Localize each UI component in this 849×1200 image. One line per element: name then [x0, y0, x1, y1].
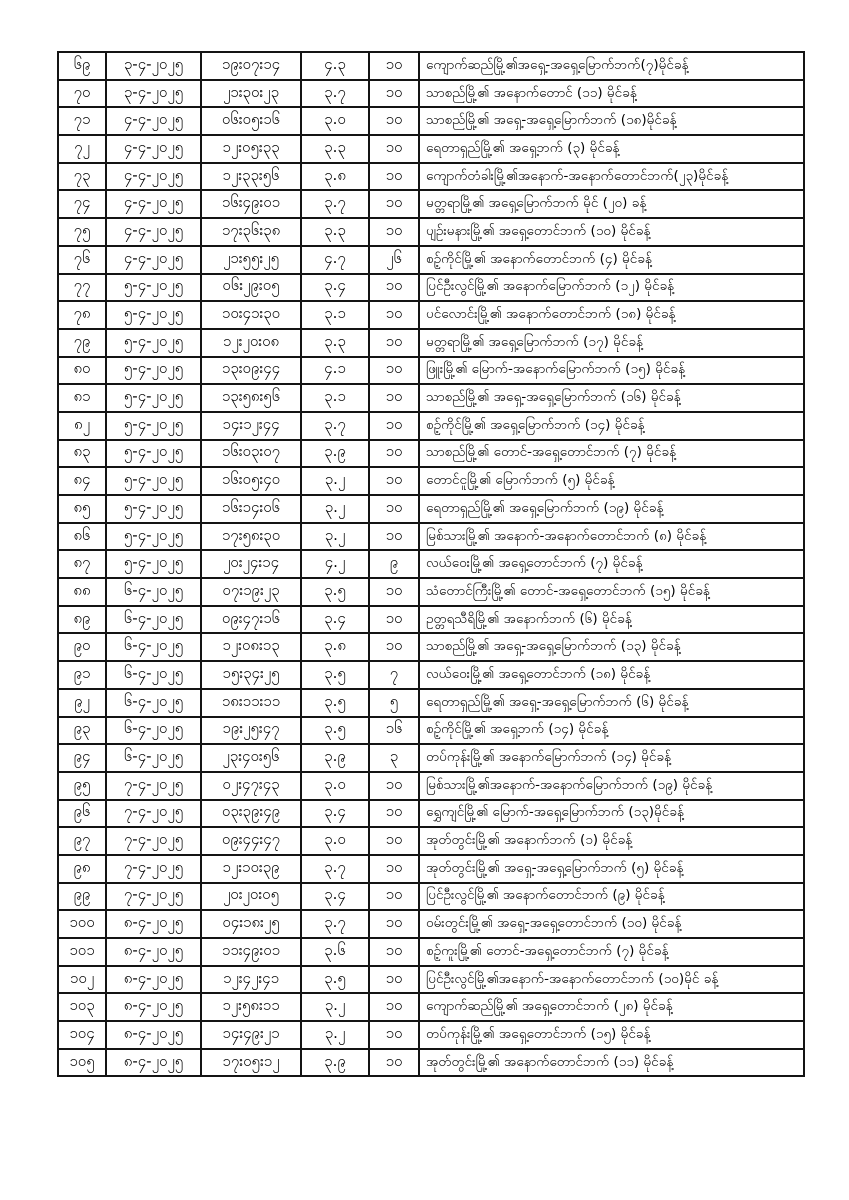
time-cell: ၀၉း၄၇း၁၆ — [201, 606, 301, 634]
sequence-number-cell: ၈၂ — [58, 412, 106, 440]
time-cell: ၂၁း၅၅း၂၅ — [201, 246, 301, 274]
depth-cell: ၁၀ — [369, 633, 419, 661]
depth-cell: ၁၀ — [369, 938, 419, 966]
magnitude-cell: ၃.၈ — [301, 163, 369, 191]
location-cell: အုတ်တွင်းမြို့၏ အနောက်ဘက် (၁) မိုင်ခန့် — [419, 827, 804, 855]
location-cell: ပြင်ဦးလွင်မြို့၏ အနောက်မြောက်ဘက် (၁၂) မိုင်ခန့် — [419, 274, 804, 302]
date-cell: ၆-၄-၂၀၂၅ — [106, 606, 201, 634]
date-cell: ၆-၄-၂၀၂၅ — [106, 689, 201, 717]
depth-cell: ၁၀ — [369, 52, 419, 80]
time-cell: ၁၂း၂၀း၀၈ — [201, 329, 301, 357]
table-row — [58, 80, 804, 108]
depth-cell: ၁၀ — [369, 772, 419, 800]
sequence-number-cell: ၈၉ — [58, 606, 106, 634]
time-cell: ၁၀း၄၁း၃၀ — [201, 301, 301, 329]
time-cell: ၀၉း၄၄း၄၇ — [201, 827, 301, 855]
date-cell: ၇-၄-၂၀၂၅ — [106, 827, 201, 855]
sequence-number-cell: ၉၉ — [58, 883, 106, 911]
table-row — [58, 218, 804, 246]
time-cell: ၁၂း၄၂း၄၁ — [201, 966, 301, 994]
depth-cell: ၅ — [369, 689, 419, 717]
magnitude-cell: ၃.၁ — [301, 384, 369, 412]
magnitude-cell: ၃.၄ — [301, 883, 369, 911]
magnitude-cell: ၃.၄ — [301, 274, 369, 302]
magnitude-cell: ၃.၅ — [301, 966, 369, 994]
date-cell: ၆-၄-၂၀၂၅ — [106, 717, 201, 745]
table-row — [58, 107, 804, 135]
table-row — [58, 689, 804, 717]
time-cell: ၁၂း၀၅း၃၃ — [201, 135, 301, 163]
magnitude-cell: ၃.၀ — [301, 772, 369, 800]
sequence-number-cell: ၈၀ — [58, 357, 106, 385]
location-cell: ကျောက်ဆည်မြို့၏ အရှေ့တောင်ဘက် (၂၈) မိုင်ခန့် — [419, 993, 804, 1021]
sequence-number-cell: ၇၅ — [58, 218, 106, 246]
location-cell: ရေတာရှည်မြို့၏ အရှေ့ဘက် (၃) မိုင်ခန့် — [419, 135, 804, 163]
location-cell: ကျောက်ဆည်မြို့၏အရှေ့-အရှေ့မြောက်ဘက်(၇)မိုင်ခန့် — [419, 52, 804, 80]
location-cell: မတ္တရာမြို့၏ အရှေ့မြောက်ဘက် (၁၇) မိုင်ခန့် — [419, 329, 804, 357]
date-cell: ၅-၄-၂၀၂၅ — [106, 523, 201, 551]
depth-cell: ၁၆ — [369, 717, 419, 745]
time-cell: ၁၆း၄၉း၀၁ — [201, 190, 301, 218]
date-cell: ၈-၄-၂၀၂၅ — [106, 910, 201, 938]
date-cell: ၇-၄-၂၀၂၅ — [106, 855, 201, 883]
time-cell: ၂၀း၂၀း၀၅ — [201, 883, 301, 911]
location-cell: စဉ့်ကိုင်မြို့၏ အနောက်တောင်ဘက် (၄) မိုင်ခန့် — [419, 246, 804, 274]
table-row — [58, 495, 804, 523]
date-cell: ၇-၄-၂၀၂၅ — [106, 800, 201, 828]
sequence-number-cell: ၇၄ — [58, 190, 106, 218]
location-cell: သံတောင်ကြီးမြို့၏ တောင်-အရှေ့တောင်ဘက် (၁၅) မိုင်ခန့် — [419, 578, 804, 606]
date-cell: ၆-၄-၂၀၂၅ — [106, 661, 201, 689]
depth-cell: ၁၀ — [369, 440, 419, 468]
sequence-number-cell: ၉၁ — [58, 661, 106, 689]
location-cell: ရွှေကျင်မြို့၏ မြောက်-အရှေ့မြောက်ဘက် (၁၃)မိုင်ခန့် — [419, 800, 804, 828]
magnitude-cell: ၃.၀ — [301, 107, 369, 135]
table-row — [58, 772, 804, 800]
time-cell: ၂၀း၂၄း၁၄ — [201, 550, 301, 578]
time-cell: ၁၁း၄၉း၀၁ — [201, 938, 301, 966]
date-cell: ၇-၄-၂၀၂၅ — [106, 772, 201, 800]
depth-cell: ၁၀ — [369, 329, 419, 357]
depth-cell: ၁၀ — [369, 163, 419, 191]
sequence-number-cell: ၈၈ — [58, 578, 106, 606]
magnitude-cell: ၃.၂ — [301, 467, 369, 495]
depth-cell: ၁၀ — [369, 910, 419, 938]
magnitude-cell: ၃.၂ — [301, 523, 369, 551]
time-cell: ၁၇း၀၅း၁၂ — [201, 1049, 301, 1077]
date-cell: ၄-၄-၂၀၂၅ — [106, 107, 201, 135]
location-cell: ရေတာရှည်မြို့၏ အရှေ့မြောက်ဘက် (၁၉) မိုင်ခန့် — [419, 495, 804, 523]
date-cell: ၈-၄-၂၀၂၅ — [106, 938, 201, 966]
location-cell: တောင်ငူမြို့၏ မြောက်ဘက် (၅) မိုင်ခန့် — [419, 467, 804, 495]
location-cell: ပြင်ဦးလွင်မြို့၏အနောက်-အနောက်တောင်ဘက် (၁၀)မိုင် ခန့် — [419, 966, 804, 994]
table-row — [58, 993, 804, 1021]
magnitude-cell: ၃.၁ — [301, 301, 369, 329]
magnitude-cell: ၃.၃ — [301, 218, 369, 246]
date-cell: ၈-၄-၂၀၂၅ — [106, 1049, 201, 1077]
date-cell: ၄-၄-၂၀၂၅ — [106, 135, 201, 163]
depth-cell: ၁၀ — [369, 107, 419, 135]
table-row — [58, 163, 804, 191]
depth-cell: ၂၆ — [369, 246, 419, 274]
date-cell: ၄-၄-၂၀၂၅ — [106, 190, 201, 218]
magnitude-cell: ၃.၇ — [301, 855, 369, 883]
table-row — [58, 606, 804, 634]
location-cell: ဖြူးမြို့၏ မြောက်-အနောက်မြောက်ဘက် (၁၅) မိုင်ခန့် — [419, 357, 804, 385]
sequence-number-cell: ၇၃ — [58, 163, 106, 191]
depth-cell: ၁၀ — [369, 495, 419, 523]
depth-cell: ၁၀ — [369, 384, 419, 412]
depth-cell: ၁၀ — [369, 301, 419, 329]
depth-cell: ၇ — [369, 661, 419, 689]
location-cell: လယ်ဝေးမြို့၏ အရှေ့တောင်ဘက် (၁၈) မိုင်ခန့် — [419, 661, 804, 689]
sequence-number-cell: ၇၇ — [58, 274, 106, 302]
time-cell: ၀၃း၃၉း၄၉ — [201, 800, 301, 828]
time-cell: ၂၃း၄၀း၅၆ — [201, 744, 301, 772]
magnitude-cell: ၃.၇ — [301, 412, 369, 440]
sequence-number-cell: ၇၈ — [58, 301, 106, 329]
location-cell: မြစ်သားမြို့၏အနောက်-အနောက်မြောက်ဘက် (၁၉) မိုင်ခန့် — [419, 772, 804, 800]
magnitude-cell: ၃.၇ — [301, 190, 369, 218]
depth-cell: ၃ — [369, 744, 419, 772]
depth-cell: ၁၀ — [369, 1021, 419, 1049]
table-row — [58, 717, 804, 745]
sequence-number-cell: ၈၁ — [58, 384, 106, 412]
location-cell: ရေတာရှည်မြို့၏ အရှေ့-အရှေ့မြောက်ဘက် (၆) မိုင်ခန့် — [419, 689, 804, 717]
sequence-number-cell: ၉၅ — [58, 772, 106, 800]
time-cell: ၁၂း၁၀း၃၉ — [201, 855, 301, 883]
time-cell: ၁၆း၁၄း၀၆ — [201, 495, 301, 523]
magnitude-cell: ၃.၉ — [301, 744, 369, 772]
sequence-number-cell: ၉၄ — [58, 744, 106, 772]
depth-cell: ၁၀ — [369, 135, 419, 163]
date-cell: ၅-၄-၂၀၂၅ — [106, 467, 201, 495]
depth-cell: ၁၀ — [369, 412, 419, 440]
depth-cell: ၁၀ — [369, 274, 419, 302]
table-row — [58, 966, 804, 994]
time-cell: ၁၄း၄၉း၂၁ — [201, 1021, 301, 1049]
date-cell: ၈-၄-၂၀၂၅ — [106, 993, 201, 1021]
sequence-number-cell: ၁၀၀ — [58, 910, 106, 938]
date-cell: ၅-၄-၂၀၂၅ — [106, 495, 201, 523]
depth-cell: ၁၀ — [369, 218, 419, 246]
table-row — [58, 357, 804, 385]
sequence-number-cell: ၁၀၂ — [58, 966, 106, 994]
location-cell: ဥတ္တရသီရိမြို့၏ အနောက်ဘက် (၆) မိုင်ခန့် — [419, 606, 804, 634]
location-cell: အုတ်တွင်းမြို့၏ အရှေ့-အရှေ့မြောက်ဘက် (၅) မိုင်ခန့် — [419, 855, 804, 883]
location-cell: တပ်ကုန်းမြို့၏ အနောက်မြောက်ဘက် (၁၄) မိုင်ခန့် — [419, 744, 804, 772]
magnitude-cell: ၃.၂ — [301, 993, 369, 1021]
time-cell: ၀၄း၁၈း၂၅ — [201, 910, 301, 938]
table-row — [58, 1049, 804, 1077]
depth-cell: ၁၀ — [369, 357, 419, 385]
depth-cell: ၉ — [369, 550, 419, 578]
magnitude-cell: ၃.၂ — [301, 495, 369, 523]
sequence-number-cell: ၇၂ — [58, 135, 106, 163]
depth-cell: ၁၀ — [369, 190, 419, 218]
sequence-number-cell: ၁၀၄ — [58, 1021, 106, 1049]
sequence-number-cell: ၉၇ — [58, 827, 106, 855]
date-cell: ၅-၄-၂၀၂၅ — [106, 274, 201, 302]
time-cell: ၁၃း၅၈း၅၆ — [201, 384, 301, 412]
table-row — [58, 190, 804, 218]
sequence-number-cell: ၇၀ — [58, 80, 106, 108]
location-cell: သာစည်မြို့၏ အနောက်တောင် (၁၁) မိုင်ခန့် — [419, 80, 804, 108]
table-row — [58, 274, 804, 302]
location-cell: ကျောက်တံခါးမြို့၏အနောက်-အနောက်တောင်ဘက်(၂၃)မိုင်ခန့် — [419, 163, 804, 191]
sequence-number-cell: ၁၀၃ — [58, 993, 106, 1021]
magnitude-cell: ၃.၅ — [301, 578, 369, 606]
date-cell: ၅-၄-၂၀၂၅ — [106, 412, 201, 440]
magnitude-cell: ၃.၈ — [301, 633, 369, 661]
table-row — [58, 744, 804, 772]
magnitude-cell: ၃.၉ — [301, 1049, 369, 1077]
sequence-number-cell: ၉၃ — [58, 717, 106, 745]
sequence-number-cell: ၈၆ — [58, 523, 106, 551]
sequence-number-cell: ၈၅ — [58, 495, 106, 523]
location-cell: စဉ့်ကိုင်မြို့၏ အရှေ့ဘက် (၁၄) မိုင်ခန့် — [419, 717, 804, 745]
table-row — [58, 578, 804, 606]
date-cell: ၅-၄-၂၀၂၅ — [106, 357, 201, 385]
depth-cell: ၁၀ — [369, 80, 419, 108]
depth-cell: ၁၀ — [369, 993, 419, 1021]
depth-cell: ၁၀ — [369, 966, 419, 994]
sequence-number-cell: ၁၀၁ — [58, 938, 106, 966]
location-cell: ပင်လောင်းမြို့၏ အနောက်တောင်ဘက် (၁၈) မိုင်ခန့် — [419, 301, 804, 329]
magnitude-cell: ၃.၆ — [301, 938, 369, 966]
date-cell: ၃-၄-၂၀၂၅ — [106, 52, 201, 80]
time-cell: ၁၆း၀၅း၄၀ — [201, 467, 301, 495]
time-cell: ၁၂း၀၈း၁၃ — [201, 633, 301, 661]
sequence-number-cell: ၉၆ — [58, 800, 106, 828]
location-cell: သာစည်မြို့၏ တောင်-အရှေ့တောင်ဘက် (၇) မိုင်ခန့် — [419, 440, 804, 468]
time-cell: ၁၉း၂၅း၄၇ — [201, 717, 301, 745]
table-row — [58, 52, 804, 80]
date-cell: ၅-၄-၂၀၂၅ — [106, 329, 201, 357]
sequence-number-cell: ၉၀ — [58, 633, 106, 661]
date-cell: ၈-၄-၂၀၂၅ — [106, 966, 201, 994]
location-cell: စဉ့်ကူးမြို့၏ တောင်-အရှေ့တောင်ဘက် (၇) မိုင်ခန့် — [419, 938, 804, 966]
sequence-number-cell: ၇၁ — [58, 107, 106, 135]
time-cell: ၁၄း၁၂း၄၄ — [201, 412, 301, 440]
time-cell: ၂၁း၃၀း၂၃ — [201, 80, 301, 108]
table-row — [58, 827, 804, 855]
location-cell: မြစ်သားမြို့၏ အနောက်-အနောက်တောင်ဘက် (၈) မိုင်ခန့် — [419, 523, 804, 551]
time-cell: ၀၂း၄၇း၄၃ — [201, 772, 301, 800]
time-cell: ၀၆း၂၉း၀၅ — [201, 274, 301, 302]
table-row — [58, 523, 804, 551]
magnitude-cell: ၃.၂ — [301, 1021, 369, 1049]
magnitude-cell: ၃.၄ — [301, 606, 369, 634]
location-cell: မတ္တရာမြို့၏ အရှေ့မြောက်ဘက် မိုင် (၂၀) ခန့် — [419, 190, 804, 218]
date-cell: ၈-၄-၂၀၂၅ — [106, 1021, 201, 1049]
date-cell: ၄-၄-၂၀၂၅ — [106, 163, 201, 191]
sequence-number-cell: ၈၃ — [58, 440, 106, 468]
time-cell: ၁၂း၅၈း၁၁ — [201, 993, 301, 1021]
depth-cell: ၁၀ — [369, 1049, 419, 1077]
magnitude-cell: ၃.၇ — [301, 80, 369, 108]
depth-cell: ၁၀ — [369, 578, 419, 606]
date-cell: ၅-၄-၂၀၂၅ — [106, 301, 201, 329]
location-cell: လယ်ဝေးမြို့၏ အရှေ့တောင်ဘက် (၇) မိုင်ခန့် — [419, 550, 804, 578]
magnitude-cell: ၄.၁ — [301, 357, 369, 385]
depth-cell: ၁၀ — [369, 827, 419, 855]
location-cell: ဝမ်းတွင်းမြို့၏ အရှေ့-အရှေ့တောင်ဘက် (၁၀) မိုင်ခန့် — [419, 910, 804, 938]
earthquake-record-table — [57, 51, 805, 1077]
time-cell: ၁၈း၁၁း၁၁ — [201, 689, 301, 717]
table-row — [58, 661, 804, 689]
location-cell: စဉ့်ကိုင်မြို့၏ အရှေ့မြောက်ဘက် (၁၄) မိုင်ခန့် — [419, 412, 804, 440]
magnitude-cell: ၃.၀ — [301, 827, 369, 855]
table-row — [58, 855, 804, 883]
time-cell: ၁၆း၀၃း၀၇ — [201, 440, 301, 468]
table-row — [58, 301, 804, 329]
magnitude-cell: ၃.၇ — [301, 910, 369, 938]
magnitude-cell: ၃.၅ — [301, 717, 369, 745]
location-cell: သာစည်မြို့၏ အရှေ့-အရှေ့မြောက်ဘက် (၁၆) မိုင်ခန့် — [419, 384, 804, 412]
time-cell: ၁၉း၀၇း၁၄ — [201, 52, 301, 80]
date-cell: ၃-၄-၂၀၂၅ — [106, 80, 201, 108]
table-row — [58, 883, 804, 911]
sequence-number-cell: ၇၉ — [58, 329, 106, 357]
table-row — [58, 246, 804, 274]
location-cell: အုတ်တွင်းမြို့၏ အနောက်တောင်ဘက် (၁၁) မိုင်ခန့် — [419, 1049, 804, 1077]
sequence-number-cell: ၁၀၅ — [58, 1049, 106, 1077]
date-cell: ၆-၄-၂၀၂၅ — [106, 578, 201, 606]
magnitude-cell: ၄.၃ — [301, 52, 369, 80]
date-cell: ၅-၄-၂၀၂၅ — [106, 384, 201, 412]
table-row — [58, 467, 804, 495]
date-cell: ၇-၄-၂၀၂၅ — [106, 883, 201, 911]
date-cell: ၄-၄-၂၀၂၅ — [106, 246, 201, 274]
date-cell: ၆-၄-၂၀၂၅ — [106, 744, 201, 772]
sequence-number-cell: ၆၉ — [58, 52, 106, 80]
date-cell: ၅-၄-၂၀၂၅ — [106, 550, 201, 578]
depth-cell: ၁၀ — [369, 800, 419, 828]
table-row — [58, 938, 804, 966]
sequence-number-cell: ၇၆ — [58, 246, 106, 274]
time-cell: ၁၃း၀၉း၄၄ — [201, 357, 301, 385]
magnitude-cell: ၃.၃ — [301, 329, 369, 357]
magnitude-cell: ၃.၉ — [301, 440, 369, 468]
location-cell: ပျဉ်းမနားမြို့၏ အရှေ့တောင်ဘက် (၁၀) မိုင်ခန့် — [419, 218, 804, 246]
date-cell: ၄-၄-၂၀၂၅ — [106, 218, 201, 246]
date-cell: ၅-၄-၂၀၂၅ — [106, 440, 201, 468]
sequence-number-cell: ၈၄ — [58, 467, 106, 495]
table-row — [58, 550, 804, 578]
table-row — [58, 440, 804, 468]
sequence-number-cell: ၈၇ — [58, 550, 106, 578]
magnitude-cell: ၃.၅ — [301, 661, 369, 689]
table-body — [58, 52, 804, 1076]
table-row — [58, 135, 804, 163]
magnitude-cell: ၄.၂ — [301, 550, 369, 578]
location-cell: သာစည်မြို့၏ အရှေ့-အရှေ့မြောက်ဘက် (၁၈)မိုင်ခန့် — [419, 107, 804, 135]
depth-cell: ၁၀ — [369, 883, 419, 911]
location-cell: ပြင်ဦးလွင်မြို့၏ အနောက်တောင်ဘက် (၉) မိုင်ခန့် — [419, 883, 804, 911]
magnitude-cell: ၃.၅ — [301, 689, 369, 717]
magnitude-cell: ၃.၃ — [301, 135, 369, 163]
magnitude-cell: ၄.၇ — [301, 246, 369, 274]
time-cell: ၁၇း၅၈း၃၀ — [201, 523, 301, 551]
sequence-number-cell: ၉၂ — [58, 689, 106, 717]
sequence-number-cell: ၉၈ — [58, 855, 106, 883]
table-row — [58, 800, 804, 828]
location-cell: သာစည်မြို့၏ အရှေ့-အရှေ့မြောက်ဘက် (၁၃) မိုင်ခန့် — [419, 633, 804, 661]
table-row — [58, 329, 804, 357]
time-cell: ၀၇း၁၉း၂၃ — [201, 578, 301, 606]
magnitude-cell: ၃.၄ — [301, 800, 369, 828]
time-cell: ၁၂း၃၃း၅၆ — [201, 163, 301, 191]
time-cell: ၀၆း၀၅း၁၆ — [201, 107, 301, 135]
table-row — [58, 633, 804, 661]
time-cell: ၁၇း၃၆း၃၈ — [201, 218, 301, 246]
time-cell: ၁၅း၃၄း၂၅ — [201, 661, 301, 689]
depth-cell: ၁၀ — [369, 606, 419, 634]
table-row — [58, 1021, 804, 1049]
location-cell: တပ်ကုန်းမြို့၏ အရှေ့တောင်ဘက် (၁၅) မိုင်ခန့် — [419, 1021, 804, 1049]
date-cell: ၆-၄-၂၀၂၅ — [106, 633, 201, 661]
table-row — [58, 910, 804, 938]
table-row — [58, 384, 804, 412]
table-row — [58, 412, 804, 440]
depth-cell: ၁၀ — [369, 467, 419, 495]
depth-cell: ၁၀ — [369, 523, 419, 551]
depth-cell: ၁၀ — [369, 855, 419, 883]
